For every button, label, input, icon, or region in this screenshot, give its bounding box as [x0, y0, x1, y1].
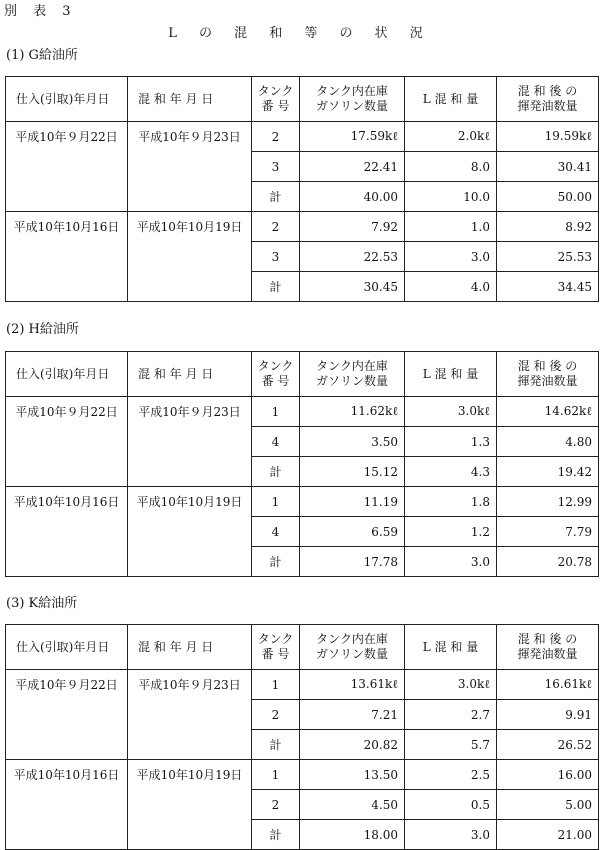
l-mix-cell: 4.3 — [405, 457, 497, 487]
l-mix-cell: 1.2 — [405, 517, 497, 547]
stock-cell: 3.50 — [300, 427, 405, 457]
table-row — [6, 397, 599, 427]
header-stock — [300, 77, 405, 122]
after-cell: 9.91 — [497, 700, 599, 730]
l-mix-cell: 4.0 — [405, 272, 497, 302]
tank-cell: 2 — [252, 790, 300, 820]
header-stock — [300, 352, 405, 397]
l-mix-cell: 5.7 — [405, 730, 497, 760]
header-tank-no-line2: 番 号 — [261, 99, 290, 113]
stock-cell: 13.50 — [300, 760, 405, 790]
tank-cell: 3 — [252, 242, 300, 272]
after-cell: 21.00 — [497, 820, 599, 850]
tank-cell: 2 — [252, 122, 300, 152]
after-cell: 7.79 — [497, 517, 599, 547]
after-cell: 5.00 — [497, 790, 599, 820]
l-mix-cell: 1.3 — [405, 427, 497, 457]
stock-cell: 17.78 — [300, 547, 405, 577]
header-tank-no — [252, 77, 300, 122]
header-after — [497, 352, 599, 397]
header-tank-no-line2: 番 号 — [261, 374, 290, 388]
tank-cell: 計 — [252, 457, 300, 487]
stock-cell: 7.92 — [300, 212, 405, 242]
header-after — [497, 625, 599, 670]
header-purchase-date: 仕入(引取)年月日 — [6, 352, 128, 397]
l-mix-cell: 3.0kℓ — [405, 670, 497, 700]
mix-date-cell: 平成10年９月23日 — [128, 122, 252, 212]
tank-cell: 計 — [252, 820, 300, 850]
tank-cell: 計 — [252, 182, 300, 212]
header-after-line1: 混 和 後 の — [517, 632, 578, 646]
after-cell: 12.99 — [497, 487, 599, 517]
table-row — [6, 670, 599, 700]
after-cell: 20.78 — [497, 547, 599, 577]
after-cell: 4.80 — [497, 427, 599, 457]
table-row — [6, 760, 599, 790]
tank-cell: 4 — [252, 517, 300, 547]
header-mix-date: 混 和 年 月 日 — [128, 352, 252, 397]
section-title-k: (3) K給油所 — [6, 596, 78, 611]
header-tank-no-line1: タンク — [257, 84, 294, 98]
mix-date-cell: 平成10年10月19日 — [128, 212, 252, 302]
l-mix-cell: 2.0kℓ — [405, 122, 497, 152]
after-cell: 19.42 — [497, 457, 599, 487]
table-header-row — [6, 352, 599, 397]
tank-cell: 1 — [252, 397, 300, 427]
section-title-h: (2) H給油所 — [6, 322, 79, 337]
after-cell: 34.45 — [497, 272, 599, 302]
l-mix-cell: 1.0 — [405, 212, 497, 242]
after-cell: 25.53 — [497, 242, 599, 272]
header-l-mix: L 混 和 量 — [405, 625, 497, 670]
header-after-line1: 混 和 後 の — [517, 359, 578, 373]
stock-cell: 15.12 — [300, 457, 405, 487]
header-mix-date: 混 和 年 月 日 — [128, 77, 252, 122]
tank-cell: 2 — [252, 212, 300, 242]
l-mix-cell: 2.7 — [405, 700, 497, 730]
table-row — [6, 487, 599, 517]
header-tank-no-line1: タンク — [257, 359, 294, 373]
header-after-line2: 揮発油数量 — [517, 374, 578, 388]
header-l-mix: L 混 和 量 — [405, 352, 497, 397]
stock-cell: 11.19 — [300, 487, 405, 517]
purchase-date-cell: 平成10年10月16日 — [6, 212, 128, 302]
stock-cell: 7.21 — [300, 700, 405, 730]
header-after-line2: 揮発油数量 — [517, 647, 578, 661]
header-stock — [300, 625, 405, 670]
purchase-date-cell: 平成10年９月22日 — [6, 670, 128, 760]
header-tank-no-line2: 番 号 — [261, 647, 290, 661]
tank-cell: 計 — [252, 730, 300, 760]
header-stock-line2: ガソリン数量 — [315, 647, 388, 661]
stock-cell: 22.53 — [300, 242, 405, 272]
stock-cell: 18.00 — [300, 820, 405, 850]
after-cell: 19.59kℓ — [497, 122, 599, 152]
after-cell: 8.92 — [497, 212, 599, 242]
mix-table-h — [5, 351, 599, 577]
document-title: L の 混 和 等 の 状 況 — [168, 26, 432, 41]
purchase-date-cell: 平成10年９月22日 — [6, 397, 128, 487]
stock-cell: 11.62kℓ — [300, 397, 405, 427]
l-mix-cell: 3.0 — [405, 242, 497, 272]
tank-cell: 1 — [252, 760, 300, 790]
after-cell: 14.62kℓ — [497, 397, 599, 427]
table-row — [6, 212, 599, 242]
purchase-date-cell: 平成10年10月16日 — [6, 760, 128, 850]
l-mix-cell: 1.8 — [405, 487, 497, 517]
header-purchase-date: 仕入(引取)年月日 — [6, 625, 128, 670]
section-title-g: (1) G給油所 — [6, 48, 78, 63]
after-cell: 16.00 — [497, 760, 599, 790]
after-cell: 26.52 — [497, 730, 599, 760]
header-l-mix: L 混 和 量 — [405, 77, 497, 122]
header-stock-line1: タンク内在庫 — [316, 632, 388, 646]
header-purchase-date: 仕入(引取)年月日 — [6, 77, 128, 122]
table-row — [6, 122, 599, 152]
mix-table-g — [5, 76, 599, 302]
mix-table-k — [5, 624, 599, 850]
tank-cell: 1 — [252, 487, 300, 517]
mix-date-cell: 平成10年10月19日 — [128, 760, 252, 850]
stock-cell: 30.45 — [300, 272, 405, 302]
tank-cell: 3 — [252, 152, 300, 182]
header-mix-date: 混 和 年 月 日 — [128, 625, 252, 670]
tank-cell: 計 — [252, 547, 300, 577]
header-tank-no — [252, 625, 300, 670]
header-stock-line1: タンク内在庫 — [316, 359, 388, 373]
stock-cell: 17.59kℓ — [300, 122, 405, 152]
l-mix-cell: 2.5 — [405, 760, 497, 790]
l-mix-cell: 8.0 — [405, 152, 497, 182]
mix-date-cell: 平成10年９月23日 — [128, 397, 252, 487]
tank-cell: 4 — [252, 427, 300, 457]
table-header-row — [6, 77, 599, 122]
tank-cell: 2 — [252, 700, 300, 730]
header-tank-no-line1: タンク — [257, 632, 294, 646]
table-header-row — [6, 625, 599, 670]
stock-cell: 13.61kℓ — [300, 670, 405, 700]
header-after — [497, 77, 599, 122]
mix-date-cell: 平成10年９月23日 — [128, 670, 252, 760]
stock-cell: 6.59 — [300, 517, 405, 547]
after-cell: 30.41 — [497, 152, 599, 182]
header-after-line1: 混 和 後 の — [517, 84, 578, 98]
stock-cell: 4.50 — [300, 790, 405, 820]
l-mix-cell: 3.0kℓ — [405, 397, 497, 427]
l-mix-cell: 3.0 — [405, 820, 497, 850]
header-after-line2: 揮発油数量 — [517, 99, 578, 113]
header-stock-line2: ガソリン数量 — [315, 99, 388, 113]
header-tank-no — [252, 352, 300, 397]
after-cell: 50.00 — [497, 182, 599, 212]
stock-cell: 22.41 — [300, 152, 405, 182]
tank-cell: 1 — [252, 670, 300, 700]
stock-cell: 40.00 — [300, 182, 405, 212]
tank-cell: 計 — [252, 272, 300, 302]
purchase-date-cell: 平成10年10月16日 — [6, 487, 128, 577]
stock-cell: 20.82 — [300, 730, 405, 760]
mix-date-cell: 平成10年10月19日 — [128, 487, 252, 577]
l-mix-cell: 10.0 — [405, 182, 497, 212]
purchase-date-cell: 平成10年９月22日 — [6, 122, 128, 212]
after-cell: 16.61kℓ — [497, 670, 599, 700]
l-mix-cell: 3.0 — [405, 547, 497, 577]
header-stock-line1: タンク内在庫 — [316, 84, 388, 98]
page-label: 別 表 3 — [4, 4, 77, 19]
l-mix-cell: 0.5 — [405, 790, 497, 820]
header-stock-line2: ガソリン数量 — [315, 374, 388, 388]
